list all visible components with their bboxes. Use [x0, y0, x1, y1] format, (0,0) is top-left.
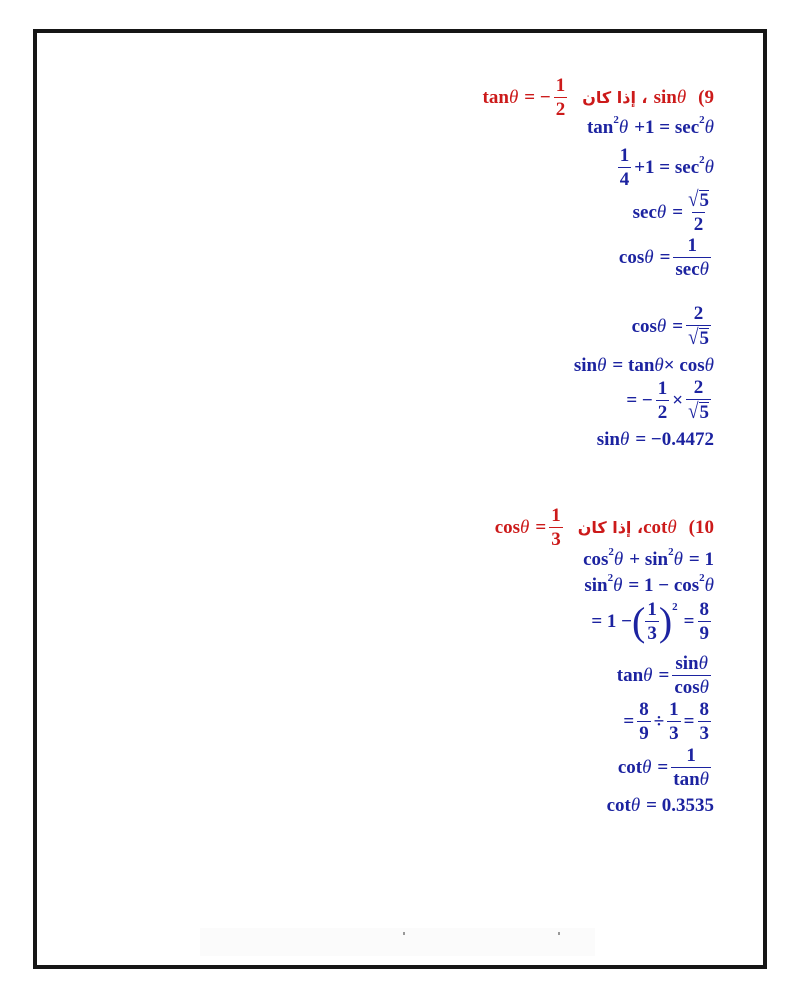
p9-line-6: sin θ = tan θ × cos θ — [573, 355, 714, 376]
p9-line-8-result: sin θ = −0.4472 — [596, 429, 714, 450]
problem-number: (10 — [688, 517, 714, 538]
find-func: sin — [653, 87, 677, 108]
given-func: cos — [494, 517, 521, 538]
footer-mark — [403, 932, 405, 935]
given-fraction: $\frac{1}{3}$ — [551, 505, 561, 550]
p10-line-1: cos $^2$ θ + sin $^2$ θ = 1 — [583, 546, 714, 570]
theta: θ — [508, 87, 519, 108]
p10-line-3: = 1 − ( $\frac{1}{3}$ ) 2 = $\frac{8}{9}$ — [591, 598, 709, 644]
p10-line-6: cot θ = $\frac{1}{\tan\theta}$ — [617, 745, 709, 790]
p10-line-5: = $\frac{8}{9}$ ÷ $\frac{1}{3}$ = $\frac{8}{3}$ — [623, 699, 709, 744]
p9-line-4: cos θ = $\frac{1}{\sec\theta}$ — [618, 235, 709, 280]
find-func: cot — [643, 517, 668, 538]
given-equals: = − — [524, 87, 551, 108]
p9-line-7: = − $\frac{1}{2}$ × 2 √ 5 — [626, 377, 709, 424]
p10-line-7-result: cot θ = 0.3535 — [606, 795, 714, 816]
problem-number: (9 — [698, 87, 714, 108]
p9-line-1: tan $^2$ θ +1 = sec $^2$ θ — [586, 114, 714, 138]
given-equals: = — [535, 517, 547, 538]
arabic-if-label: ، إذا كان — [582, 87, 648, 107]
given-func: tan — [482, 87, 509, 108]
p9-line-3: sec θ = √ 5 2 — [632, 187, 709, 235]
arabic-if-label: ، إذا كان — [577, 517, 644, 537]
p10-line-2: sin $^2$ θ = 1 − cos $^2$ θ — [584, 572, 714, 596]
footer-strip — [200, 928, 595, 956]
p10-line-4: tan θ = $\frac{\sin\theta}{\cos\theta}$ — [616, 653, 709, 698]
p9-line-5: cos θ = 2 √ 5 — [631, 303, 709, 350]
problem-9-heading: tan θ = − $\frac{1}{2}$ ، إذا كان sin θ (9 — [482, 75, 714, 120]
p9-line-2: $\frac{1}{4}$ +1 = sec $^2$ θ — [619, 145, 714, 190]
problem-10-heading: cos θ = $\frac{1}{3}$ ، إذا كان cot θ (10 — [494, 505, 714, 550]
footer-mark — [558, 932, 560, 935]
given-fraction: $\frac{1}{2}$ — [555, 75, 566, 120]
